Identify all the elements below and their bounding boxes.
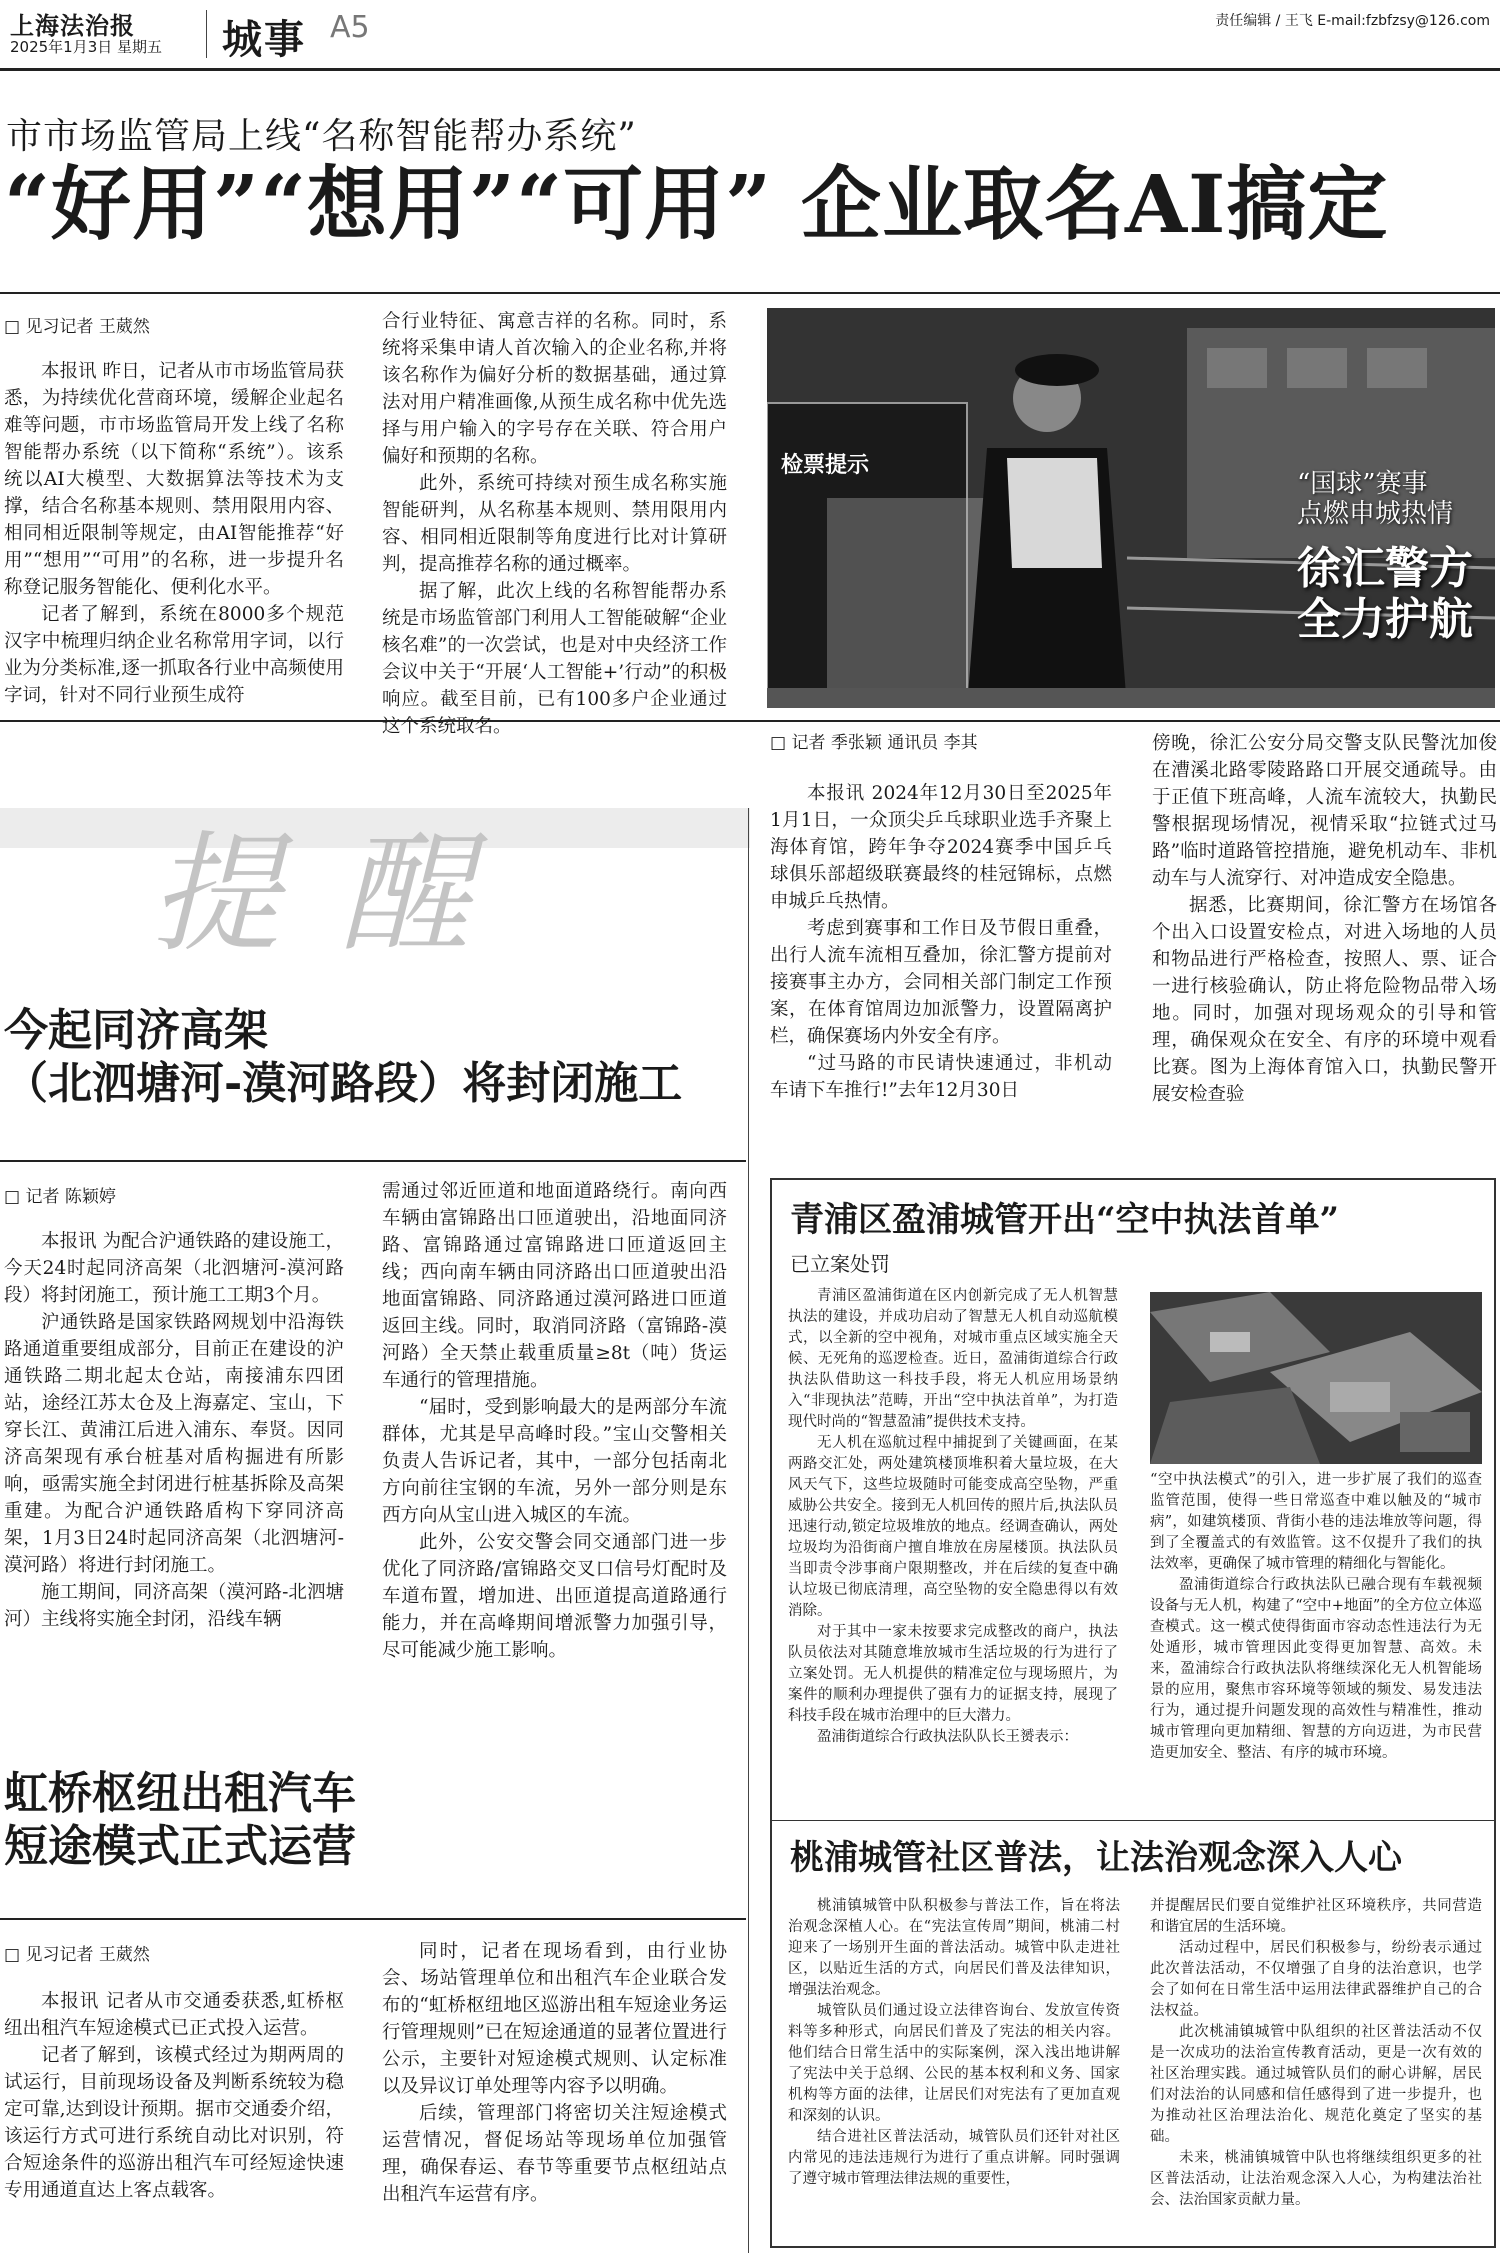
paragraph: 对于其中一家未按要求完成整改的商户，执法队员依法对其随意堆放城市生活垃圾的行为进行了立案处罚。无人机提供的精准定位与现场照片，为案件的顺利办理提供了强有力的证据支持，展现了科技手段在城市治理中的巨大潜力。 <box>788 1624 1118 1724</box>
taopu-rule <box>772 1820 1494 1821</box>
paragraph: 合行业特征、寓意吉祥的名称。同时，系统将采集申请人首次输入的企业名称,并将该名称作为偏好分析的数据基础，通过算法对用户精准画像,从预生成名称中优先选择与用户输入的字号存在关联、符合用户偏好和预期的名称。 <box>382 311 727 467</box>
lead-column-2 <box>382 308 727 740</box>
paragraph: 此外，系统可持续对预生成名称实施智能研判，从名称基本规则、禁用限用内容、相同相近限制等角度进行比对计算研判，提高推荐名称的通过概率。 <box>382 473 727 575</box>
paragraph: 未来，桃浦镇城管中队也将继续组织更多的社区普法活动，让法治观念深入人心，为构建法治社会、法治国家贡献力量。 <box>1150 2150 1482 2208</box>
police-subtitle <box>1297 470 1453 530</box>
paragraph: 桃浦镇城管中队积极参与普法工作，旨在将法治观念深植人心。在“宪法宣传周”期间，桃浦二村迎来了一场别开生面的普法活动。城管中队走进社区，以贴近生活的方式，向居民们普及法律知识，增强法治观念。 <box>788 1898 1120 1998</box>
paragraph: 此外，公安交警会同交通部门进一步优化了同济路/富锦路交叉口信号灯配时及车道布置，增加进、出匝道提高道路通行能力，并在高峰期间增派警力加强引导，尽可能减少施工影响。 <box>382 1532 727 1661</box>
bridge-rule <box>0 1160 746 1162</box>
police-title-line: 全力护航 <box>1297 593 1473 645</box>
qingpu-headline: 青浦区盈浦城管开出“空中执法首单” <box>790 1200 1340 1240</box>
taopu-column-1 <box>788 1896 1120 2190</box>
lead-headline: “好用”“想用”“可用” 企业取名AI搞定 <box>4 157 1389 251</box>
masthead-divider <box>206 10 207 58</box>
paragraph: 同时，记者在现场看到，由行业协会、场站管理单位和出租汽车企业联合发布的“虹桥枢纽地区巡游出租车短途业务运行管理规则”已在短途通道的显著位置进行公示，主要针对短途模式规则、认定标准以及异议订单处理等内容予以明确。 <box>382 1941 727 2097</box>
paragraph: 据悉，比赛期间，徐汇警方在场馆各个出入口设置安检点，对进入场地的人员和物品进行严格检查，按照人、票、证合一进行核验确认，防止将危险物品带入场地。同时，加强对现场观众的引导和管理，确保观众在安全、有序的环境中观看比赛。图为上海体育馆入口，执勤民警开展安检查验 <box>1152 895 1497 1105</box>
paragraph: 本报讯 为配合沪通铁路的建设施工，今天24时起同济高架（北泗塘河-漠河路段）将封闭施工，预计施工工期3个月。 <box>4 1231 344 1306</box>
paragraph: 本报讯 记者从市交通委获悉,虹桥枢纽出租汽车短途模式已正式投入运营。 <box>4 1991 344 2039</box>
paragraph: 沪通铁路是国家铁路网规划中沿海铁路通道重要组成部分，目前正在建设的沪通铁路二期北起太仓站，南接浦东四团站，途经江苏太仓及上海嘉定、宝山，下穿长江、黄浦江后进入浦东、奉贤。因同济高架现有承台桩基对盾构掘进有所影响，亟需实施全封闭进行桩基拆除及高架重建。为配合沪通铁路盾构下穿同济高架，1月3日24时起同济高架（北泗塘河-漠河路）将进行封闭施工。 <box>4 1312 344 1576</box>
drone-photo-art <box>1150 1292 1482 1464</box>
police-subtitle-line: 点燃申城热情 <box>1297 498 1454 529</box>
paragraph: 本报讯 2024年12月30日至2025年1月1日，一众顶尖乒乓球职业选手齐聚上海体育馆，跨年争夺2024赛季中国乒乓球俱乐部超级联赛最终的桂冠锦标，点燃申城乒乓热情。 <box>770 783 1112 912</box>
taopu-headline: 桃浦城管社区普法，让法治观念深入人心 <box>790 1838 1402 1878</box>
paragraph: 结合进社区普法活动，城管队员们还针对社区内常见的违法违规行为进行了重点讲解。同时强调了遵守城市管理法律法规的重要性， <box>788 2129 1120 2187</box>
newspaper-name: 上海法治报 <box>10 11 135 40</box>
paragraph: 据了解，此次上线的名称智能帮办系统是市场监管部门利用人工智能破解“企业核名难”的一次尝试，也是对中央经济工作会议中关于“开展‘人工智能+’行动”的积极响应。截至目前，已有100多户企业通过这个系统取名。 <box>382 581 727 737</box>
qingpu-subhead: 已立案处罚 <box>790 1252 890 1276</box>
taopu-column-2 <box>1150 1896 1482 2211</box>
paragraph: 记者了解到，系统在8000多个规范汉字中梳理归纳企业名称常用字词，以行业为分类标准,逐一抓取各行业中高频使用字词，针对不同行业预生成符 <box>4 604 344 706</box>
paragraph: 记者了解到，该模式经过为期两周的试运行，目前现场设备及判断系统较为稳定可靠,达到设计预期。据市交通委介绍，该运行方式可进行系统自动比对识别，符合短途条件的巡游出租汽车可经短途快速专用通道直达上客点载客。 <box>4 2045 344 2201</box>
section-title: 城事 <box>222 16 306 63</box>
paragraph: 傍晚，徐汇公安分局交警支队民警沈加俊在漕溪北路零陵路路口开展交通疏导。由于正值下班高峰，人流车流较大，执勤民警根据现场情况，视情采取“拉链式过马路”临时道路管控措施，避免机动车、非机动车与人流穿行、对冲造成安全隐患。 <box>1152 733 1497 889</box>
paragraph: 活动过程中，居民们积极参与，纷纷表示通过此次普法活动，不仅增强了自身的法治意识，也学会了如何在日常生活中运用法律武器维护自己的合法权益。 <box>1150 1940 1482 2019</box>
paragraph: 后续，管理部门将密切关注短途模式运营情况，督促场站等现场单位加强管理，确保春运、春节等重要节点枢纽站点出租汽车运营有序。 <box>382 2103 727 2205</box>
qingpu-column-2 <box>1150 1470 1482 1764</box>
police-photo <box>767 308 1495 708</box>
section-rule <box>0 720 1500 722</box>
qingpu-column-1 <box>788 1286 1118 1748</box>
bridge-headline <box>4 1005 682 1111</box>
bridge-column-1 <box>4 1228 344 1633</box>
paragraph: “空中执法模式”的引入，进一步扩展了我们的巡查监管范围，使得一些日常巡查中难以触及的“城市病”，如建筑楼顶、背街小巷的违法堆放等问题，得到了全覆盖式的有效监管。这不仅提升了我们的执法效率，更确保了城市管理的精细化与智能化。 <box>1150 1472 1482 1572</box>
masthead-rule <box>0 68 1500 71</box>
bridge-headline-line: （北泗塘河-漠河路段）将封闭施工 <box>4 1057 683 1109</box>
taxi-column-1 <box>4 1988 344 2204</box>
paragraph: 本报讯 昨日，记者从市市场监管局获悉，为持续优化营商环境，缓解企业起名难等问题，市市场监管局开发上线了名称智能帮办系统（以下简称“系统”）。该系统以AI大模型、大数据算法等技术为支撑，结合名称基本规则、禁用限用内容、相同相近限制等规定，由AI智能推荐“好用”“想用”“可用”的名称，进一步提升名称登记服务智能化、便利化水平。 <box>4 361 344 598</box>
police-title-line: 徐汇警方 <box>1297 543 1473 594</box>
taxi-headline-line: 短途模式正式运营 <box>4 1820 356 1872</box>
paragraph: 无人机在巡航过程中捕捉到了关键画面，在某两路交汇处，两处建筑楼顶堆积着大量垃圾，在大风天气下，这些垃圾随时可能变成高空坠物，严重威胁公共安全。接到无人机回传的照片后,执法队员迅速行动,锁定垃圾堆放的地点。经调查确认，两处垃圾均为沿街商户擅自堆放在房屋楼顶。执法队员当即责令涉事商户限期整改，并在后续的复查中确认垃圾已彻底清理，高空坠物的安全隐患得以有效消除。 <box>788 1435 1118 1619</box>
taxi-rule <box>0 1918 746 1920</box>
editor-info: 责任编辑 / 王飞 E-mail:fzbfzsy@126.com <box>1215 13 1490 29</box>
police-subtitle-line: “国球”赛事 <box>1297 469 1428 499</box>
column-divider <box>748 808 749 2253</box>
paragraph: 需通过邻近匝道和地面道路绕行。南向西车辆由富锦路出口匝道驶出，沿地面同济路、富锦路通过富锦路进口匝道返回主线；西向南车辆由同济路出口匝道驶出沿地面富锦路、同济路通过漠河路进口匝道返回主线。同时，取消同济路（富锦路-漠河路）全天禁止载重质量≥8t（吨）货运车通行的管理措施。 <box>382 1181 727 1391</box>
bridge-byline: □ 记者 陈颖婷 <box>4 1187 116 1207</box>
paragraph: 考虑到赛事和工作日及节假日重叠，出行人流车流相互叠加，徐汇警方提前对接赛事主办方，会同相关部门制定工作预案，在体育馆周边加派警力，设置隔离护栏，确保赛场内外安全有序。 <box>770 918 1112 1047</box>
paragraph: 此次桃浦镇城管中队组织的社区普法活动不仅是一次成功的法治宣传教育活动，更是一次有效的社区治理实践。通过城管队员们的耐心讲解，居民们对法治的认同感和信任感得到了进一步提升，也为推动社区治理法治化、规范化奠定了坚实的基础。 <box>1150 2024 1482 2145</box>
taxi-byline: □ 见习记者 王葳然 <box>4 1945 150 1965</box>
lead-rule <box>0 292 1500 294</box>
photo-sign-text: 检票提示 <box>781 453 870 478</box>
paragraph: 盈浦街道综合行政执法队已融合现有车载视频设备与无人机，构建了“空中+地面”的全方位立体巡查模式。这一模式使得街面市容动态性违法行为无处遁形，城市管理因此变得更加智慧、高效。未来，盈浦综合行政执法队将继续深化无人机智能场景的应用，聚焦市容环境等领域的频发、易发违法行为，通过提升问题发现的高效性与精准性，推动城市管理向更加精细、智慧的方向迈进，为市民营造更加安全、整洁、有序的城市环境。 <box>1150 1577 1482 1761</box>
police-column-2 <box>1152 730 1497 1108</box>
paragraph: 盈浦街道综合行政执法队队长王赟表示： <box>817 1729 1078 1745</box>
bridge-headline-line: 今起同济高架 <box>4 1005 268 1056</box>
police-byline: □ 记者 季张颖 通讯员 李其 <box>770 733 978 753</box>
paragraph: 并提醒居民们要自觉维护社区环境秩序，共同营造和谐宜居的生活环境。 <box>1150 1898 1482 1935</box>
lead-kicker: 市市场监管局上线“名称智能帮办系统” <box>6 116 637 157</box>
lead-byline: □ 见习记者 王葳然 <box>4 317 150 337</box>
lead-column-1 <box>4 358 344 709</box>
reminder-label: 提醒 <box>150 818 531 970</box>
drone-photo <box>1150 1292 1482 1464</box>
paragraph: 施工期间，同济高架（漠河路-北泗塘河）主线将实施全封闭，沿线车辆 <box>4 1582 344 1630</box>
paragraph: “届时，受到影响最大的是两部分车流群体，尤其是早高峰时段。”宝山交警相关负责人告诉记者，其中，一部分包括南北方向前往宝钢的车流，另外一部分则是东西方向从宝山进入城区的车流。 <box>382 1397 727 1526</box>
paragraph: “过马路的市民请快速通过，非机动车请下车推行!”去年12月30日 <box>770 1053 1112 1101</box>
police-column-1 <box>770 780 1112 1104</box>
taxi-column-2 <box>382 1938 727 2208</box>
taxi-headline <box>4 1768 356 1874</box>
issue-date: 2025年1月3日 星期五 <box>10 38 163 56</box>
taxi-headline-line: 虹桥枢纽出租汽车 <box>4 1768 356 1819</box>
bridge-column-2 <box>382 1178 727 1664</box>
page-number: A5 <box>330 10 370 45</box>
police-title <box>1297 544 1473 645</box>
paragraph: 青浦区盈浦街道在区内创新完成了无人机智慧执法的建设，并成功启动了智慧无人机自动巡航模式，以全新的空中视角，对城市重点区域实施全天候、无死角的巡逻检查。近日，盈浦街道综合行政执法队借助这一科技手段，将无人机应用场景纳入“非现执法”范畴，开出“空中执法首单”，为打造现代时尚的“智慧盈浦”提供技术支持。 <box>788 1288 1118 1430</box>
paragraph: 城管队员们通过设立法律咨询台、发放宣传资料等多种形式，向居民们普及了宪法的相关内容。他们结合日常生活中的实际案例，深入浅出地讲解了宪法中关于总纲、公民的基本权利和义务、国家机构等方面的法律，让居民们对宪法有了更加直观和深刻的认识。 <box>788 2003 1120 2124</box>
